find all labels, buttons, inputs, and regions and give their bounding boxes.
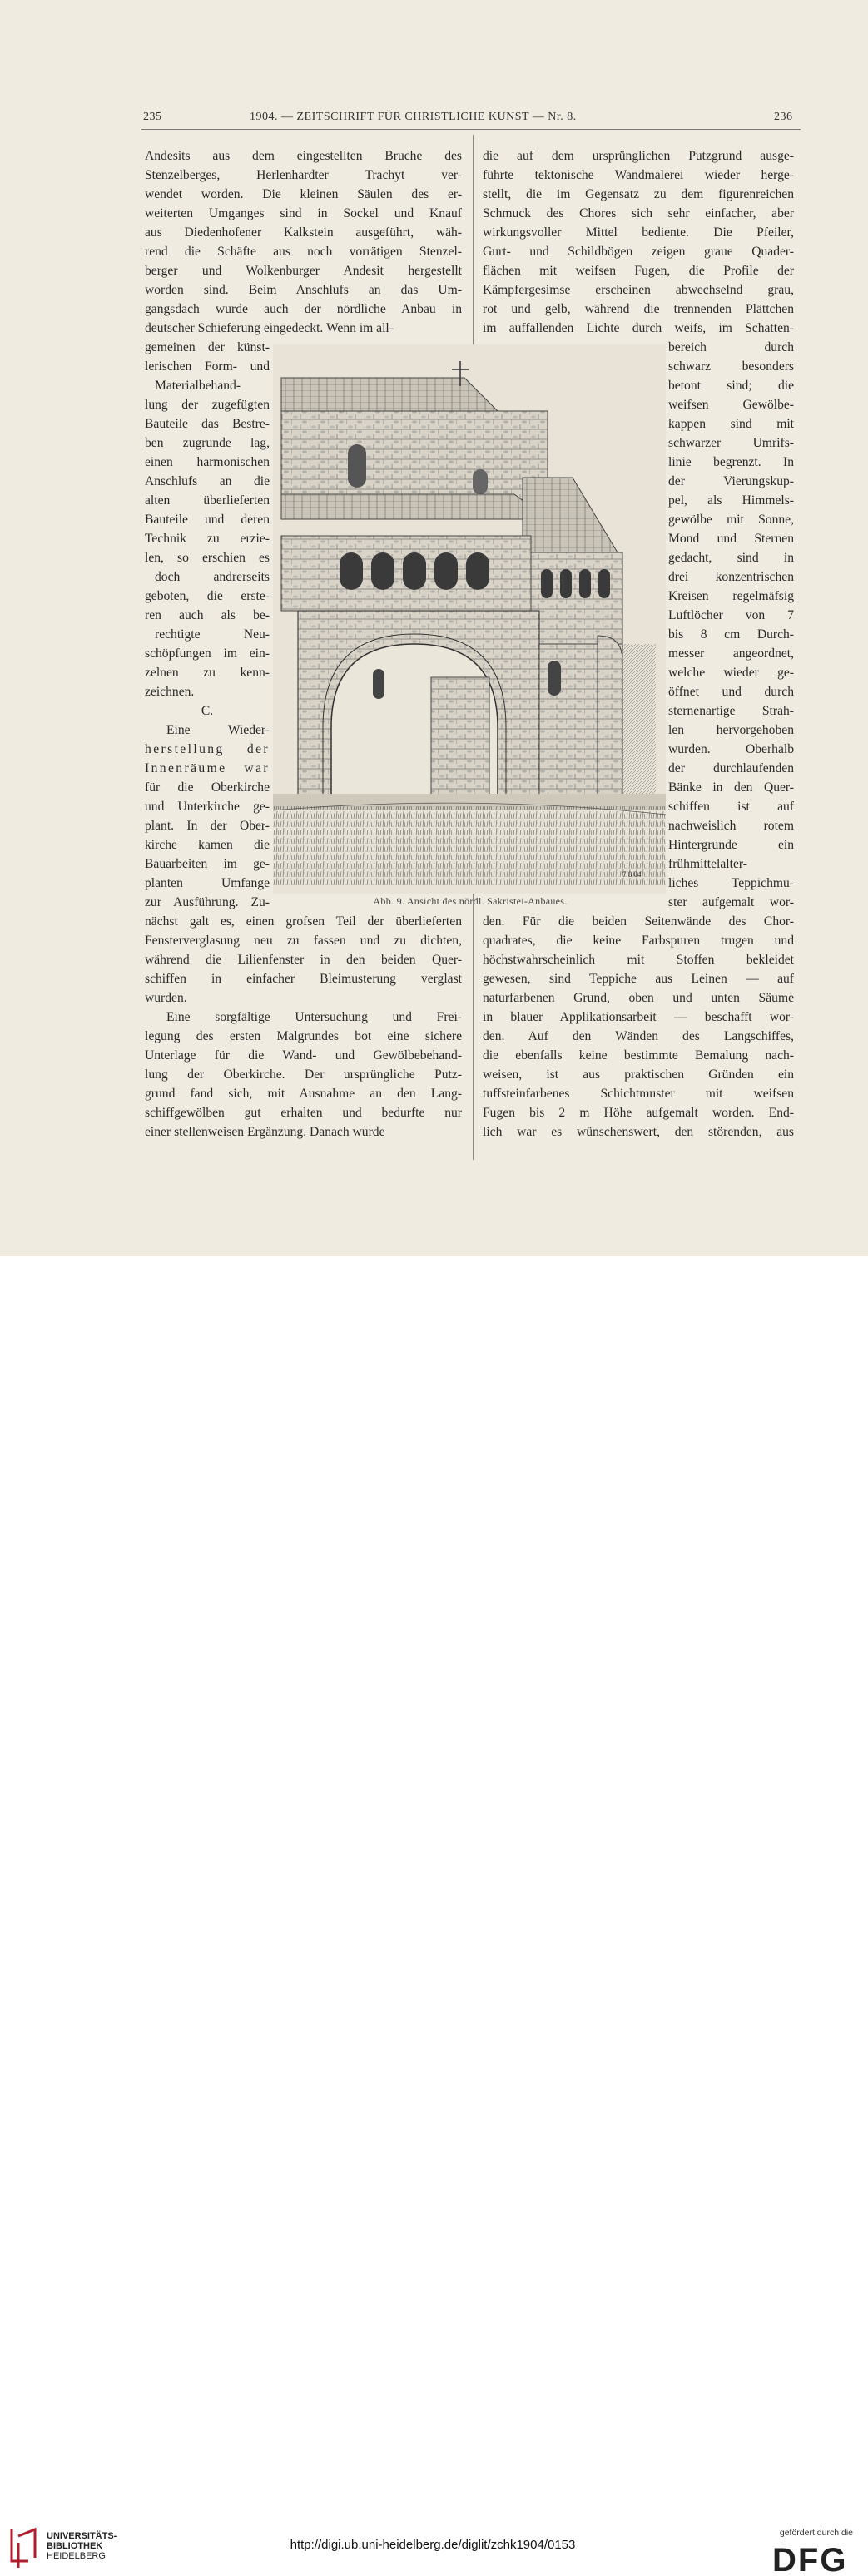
right-column-line: naturfarbenen Grund, oben und unten Säume <box>483 991 794 1005</box>
header-rule <box>141 129 801 130</box>
right-column-line: schiffen ist auf <box>668 800 794 814</box>
right-column-line: gedacht, sind in <box>668 551 794 565</box>
figure-caption: Abb. 9. Ansicht des nördl. Sakristei-Anbaues. <box>373 895 568 907</box>
right-column-line: messer angeordnet, <box>668 646 794 661</box>
right-column-line: frühmittelalter- <box>668 857 747 871</box>
right-column-line: drei konzentrischen <box>668 570 794 584</box>
left-column-line: kirche kamen die <box>145 838 270 852</box>
right-column-line: Gurt- und Schildbögen zeigen graue Quader- <box>483 245 794 259</box>
right-column-line: wirkungsvoller Mittel bediente. Die Pfeiler, <box>483 225 794 240</box>
right-column-line: pel, als Himmels- <box>668 493 794 508</box>
left-column-line: berger und Wolkenburger Andesit hergestellt <box>145 264 462 278</box>
right-column-line: die ebenfalls keine bestimmte Bemalung nach- <box>483 1048 794 1063</box>
right-column-line: führte tektonische Wandmalerei wieder herge- <box>483 168 794 182</box>
left-column-line: schiffgewölben gut erhalten und bedurfte nur <box>145 1106 462 1120</box>
left-column-line: während die Lilienfenster in den beiden Quer- <box>145 953 462 967</box>
left-column-line: Unterlage für die Wand- und Gewölbebehand- <box>145 1048 462 1063</box>
left-column-line: Andesits aus dem eingestellten Bruche des <box>145 149 462 163</box>
right-column-line: öffnet und durch <box>668 685 794 699</box>
library-name-line-3: HEIDELBERG <box>47 2551 106 2561</box>
right-column-line: bereich durch <box>668 340 794 354</box>
right-column-line: tuffsteinfarbenes Schichtmuster mit weifsen <box>483 1087 794 1101</box>
right-column-line: schwarzer Umrifs- <box>668 436 794 450</box>
left-column-line: gangsdach wurde auch der nördliche Anbau in <box>145 302 462 316</box>
left-column-line: wendet worden. Die kleinen Säulen des er- <box>145 187 462 201</box>
page-number-right: 236 <box>774 111 793 123</box>
left-column-line: einen harmonischen <box>145 455 270 469</box>
left-column-line: doch andrerseits <box>155 570 270 584</box>
right-column-line: in blauer Applikationsarbeit — beschafft wor- <box>483 1010 794 1024</box>
right-column-line: welche wieder ge- <box>668 666 794 680</box>
left-column-line: schiffen in einfacher Bleimusterung verglast <box>145 972 462 986</box>
left-column-line: Anschlufs an die <box>145 474 270 488</box>
right-column-line: kappen sind mit <box>668 417 794 431</box>
dfg-logo-text: DFG <box>772 2542 848 2576</box>
left-column-line: lerischen Form- und <box>145 359 270 374</box>
left-column-line: lung der Oberkirche. Der ursprüngliche Putz- <box>145 1068 462 1082</box>
right-column-line: lich war es wünschenswert, den störenden, aus <box>483 1125 794 1139</box>
right-column-line: den. Auf den Wänden des Langschiffes, <box>483 1029 794 1043</box>
right-column-line: len hervorgehoben <box>668 723 794 737</box>
library-name-line-1: UNIVERSITÄTS- <box>47 2531 117 2541</box>
university-library-logo-icon <box>7 2528 40 2571</box>
right-column-line: Mond und Sternen <box>668 532 794 546</box>
left-column-line: Eine Wieder- <box>166 723 270 737</box>
left-column-line: für die Oberkirche <box>145 780 270 795</box>
right-column-line: den. Für die beiden Seitenwände des Chor- <box>483 914 794 929</box>
funder-note: gefördert durch die <box>779 2528 853 2538</box>
running-header: 1904. — ZEITSCHRIFT FÜR CHRISTLICHE KUNST — Nr. 8. <box>250 111 577 123</box>
right-column-line: rot und gelb, während die trennenden Plättchen <box>483 302 794 316</box>
left-column-line: Bauteile das Bestre- <box>145 417 270 431</box>
left-column-line: Eine sorgfältige Untersuchung und Frei- <box>166 1010 462 1024</box>
left-column-line: Innenräume war <box>145 761 270 775</box>
right-column-line: bis 8 cm Durch- <box>668 627 794 642</box>
figure-sacristy-illustration <box>273 344 666 894</box>
right-column-line: nachweislich rotem <box>668 819 794 833</box>
left-column-line: worden sind. Beim Anschlufs an das Um- <box>145 283 462 297</box>
right-column-line: gewölbe mit Sonne, <box>668 513 794 527</box>
right-column-line: quadrates, die keine Farbspuren trugen und <box>483 934 794 948</box>
right-column-line: sternenartige Strah- <box>668 704 794 718</box>
right-column-line: die auf dem ursprünglichen Putzgrund ausge- <box>483 149 794 163</box>
left-column-line: Fensterverglasung neu zu fassen und zu dichten, <box>145 934 462 948</box>
left-column-line: Stenzelberges, Herlenhardter Trachyt ver- <box>145 168 462 182</box>
right-column-line: flächen mit weifsen Fugen, die Profile der <box>483 264 794 278</box>
dfg-logo-icon <box>772 2539 851 2576</box>
left-column-line: Technik zu erzie- <box>145 532 270 546</box>
right-column-line: ster aufgemalt wor- <box>668 895 794 909</box>
library-name-line-2: BIBLIOTHEK <box>47 2541 103 2551</box>
left-column-line: ben zugrunde lag, <box>145 436 270 450</box>
left-column-line: einer stellenweisen Ergänzung. Danach wurde <box>145 1125 385 1139</box>
left-column-line: zur Ausführung. Zu- <box>145 895 270 909</box>
right-column-line: Fugen bis 2 m Höhe aufgemalt worden. End- <box>483 1106 794 1120</box>
right-column-line: Luftlöcher von 7 <box>668 608 794 622</box>
right-column-line: weisen, ist aus praktischen Gründen ein <box>483 1068 794 1082</box>
left-column-line: alten überlieferten <box>145 493 270 508</box>
right-column-line: der durchlaufenden <box>668 761 794 775</box>
page-number-left: 235 <box>143 111 162 123</box>
left-column-line: rechtigte Neu- <box>155 627 270 642</box>
left-column-line: Bauteile und deren <box>145 513 270 527</box>
right-column-line: stellt, die im Gegensatz zu dem figurenreichen <box>483 187 794 201</box>
left-column-line: ren auch als be- <box>145 608 270 622</box>
left-column-line: wurden. <box>145 991 187 1005</box>
right-column-line: der Vierungskup- <box>668 474 794 488</box>
right-column-line: Bänke in den Quer- <box>668 780 794 795</box>
left-column-line: Materialbehand- <box>155 379 241 393</box>
left-column-line: len, so erschien es <box>145 551 270 565</box>
left-column-line: Bauarbeiten im ge- <box>145 857 270 871</box>
right-column-line: höchstwahrscheinlich mit Stoffen bekleidet <box>483 953 794 967</box>
right-column-line: Kreisen regelmäfsig <box>668 589 794 603</box>
left-column-line: weiterten Umganges sind in Sockel und Knauf <box>145 206 462 220</box>
right-column-line: liches Teppichmu- <box>668 876 794 890</box>
left-column-line: geboten, die erste- <box>145 589 270 603</box>
left-column-line: zelnen zu kenn- <box>145 666 270 680</box>
left-column-line: C. <box>201 704 214 718</box>
right-column-line: im auffallenden Lichte durch weifs, im Schatten- <box>483 321 794 335</box>
right-column-line: schwarz besonders <box>668 359 794 374</box>
left-column-line: rend die Schäfte aus noch vorrätigen Stenzel- <box>145 245 462 259</box>
left-column-line: plant. In der Ober- <box>145 819 270 833</box>
right-column-line: gewesen, sind Teppiche aus Leinen — auf <box>483 972 794 986</box>
right-column-line: Hintergrunde ein <box>668 838 794 852</box>
right-column-line: wurden. Oberhalb <box>668 742 794 756</box>
footer-bar <box>0 1256 868 2576</box>
left-column-line: schöpfungen im ein- <box>145 646 270 661</box>
right-column-line: Schmuck des Chores sich sehr einfacher, aber <box>483 206 794 220</box>
left-column-line: herstellung der <box>145 742 270 756</box>
right-column-line: Kämpfergesimse erscheinen abwechselnd grau, <box>483 283 794 297</box>
scanned-page <box>0 0 868 1256</box>
left-column-line: nächst galt es, einen grofsen Teil der überlieferten <box>145 914 462 929</box>
left-column-line: deutscher Schieferung eingedeckt. Wenn im all- <box>145 321 394 335</box>
artist-signature: 7 8 04 <box>622 870 642 879</box>
left-column-line: zeichnen. <box>145 685 195 699</box>
left-column-line: aus Diedenhofener Kalkstein ausgeführt, wäh- <box>145 225 462 240</box>
left-column-line: grund fand sich, mit Ausnahme an den Lang- <box>145 1087 462 1101</box>
left-column-line: planten Umfange <box>145 876 270 890</box>
left-column-line: gemeinen der künst- <box>145 340 270 354</box>
left-column-line: und Unterkirche ge- <box>145 800 270 814</box>
left-column-line: lung der zugefügten <box>145 398 270 412</box>
source-url-link[interactable]: http://digi.ub.uni-heidelberg.de/diglit/zchk1904/0153 <box>290 2538 576 2552</box>
right-column-line: weifsen Gewölbe- <box>668 398 794 412</box>
left-column-line: legung des ersten Malgrundes bot eine sichere <box>145 1029 462 1043</box>
right-column-line: betont sind; die <box>668 379 794 393</box>
right-column-line: linie begrenzt. In <box>668 455 794 469</box>
